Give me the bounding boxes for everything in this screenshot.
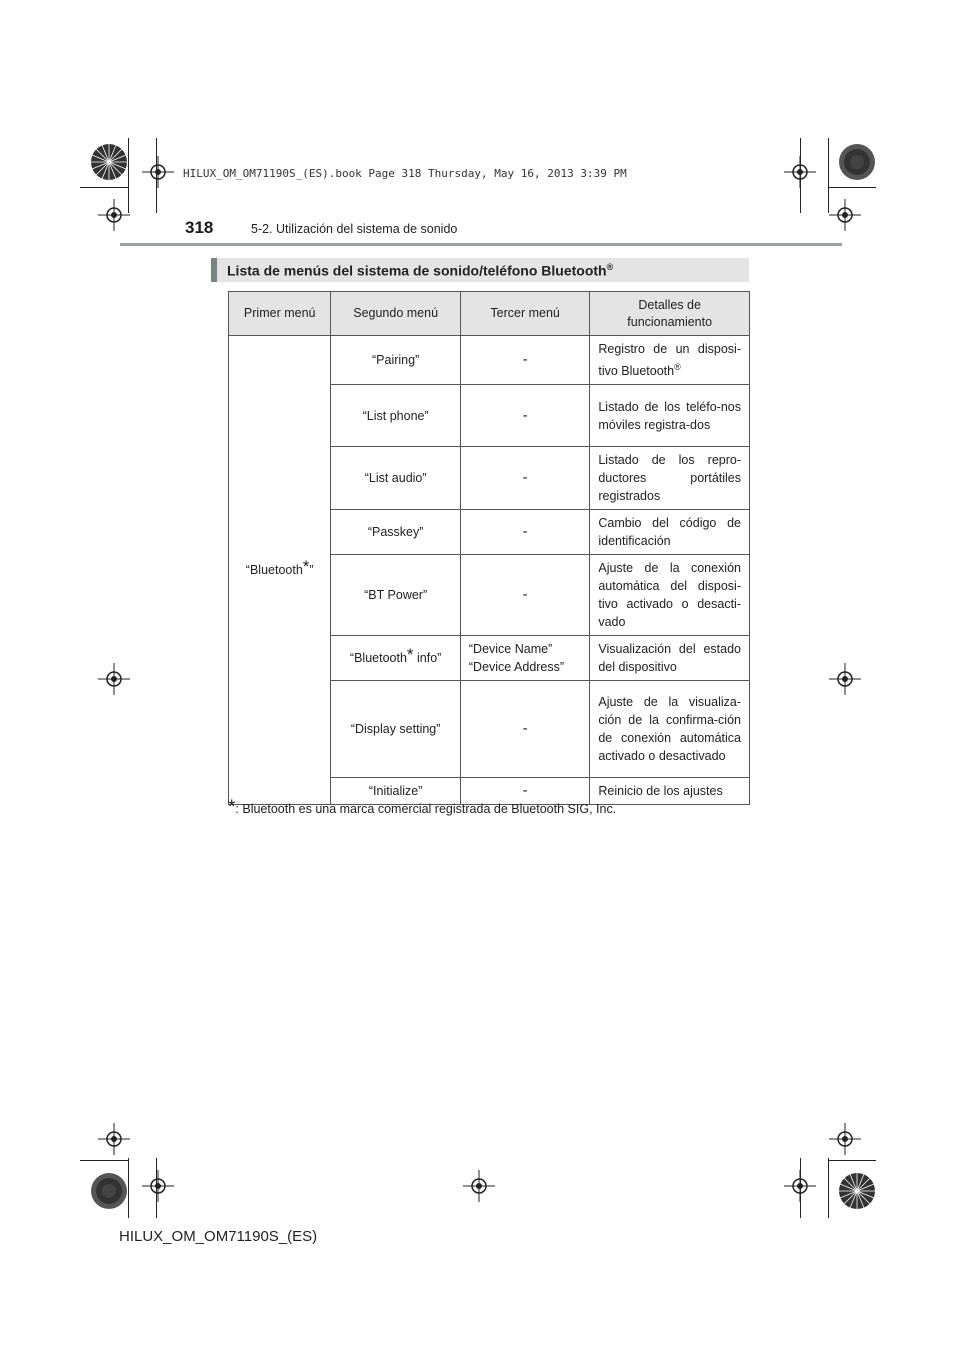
third-menu-cell — [460, 636, 589, 681]
third-menu-cell: - — [460, 681, 589, 778]
registered-mark: ® — [674, 362, 681, 372]
registration-crosshair-icon — [829, 199, 861, 231]
third-menu-cell: - — [460, 385, 589, 447]
registration-rosette-icon — [90, 143, 128, 181]
second-menu-cell: “List audio” — [331, 447, 460, 510]
registration-rosette-icon — [838, 1172, 876, 1210]
second-menu-cell: “Passkey” — [331, 510, 460, 555]
table-row — [229, 336, 750, 385]
registration-crosshair-icon — [98, 1123, 130, 1155]
heading-text: Lista de menús del sistema de sonido/teléfono Bluetooth — [227, 262, 607, 279]
print-stamp: HILUX_OM_OM71190S_(ES).book Page 318 Thursday, May 16, 2013 3:39 PM — [183, 167, 627, 180]
registered-mark: ® — [606, 262, 614, 272]
detail-cell — [590, 336, 750, 385]
detail-cell: Ajuste de la visualiza-ción de la confirma-ción de conexión automática activado o desactivado — [590, 681, 750, 778]
second-menu-cell: “Pairing” — [331, 336, 460, 385]
registration-crosshair-icon — [142, 156, 174, 188]
first-menu-cell — [229, 336, 331, 805]
third-menu-cell: - — [460, 447, 589, 510]
column-header: Tercer menú — [460, 292, 589, 336]
asterisk-mark: * — [302, 557, 310, 577]
column-header: Segundo menú — [331, 292, 460, 336]
column-header: Detalles de funcionamiento — [590, 292, 750, 336]
second-menu-cell — [331, 636, 460, 681]
page-number: 318 — [185, 218, 214, 237]
heading-bar — [211, 258, 749, 282]
detail-cell: Visualización del estado del dispositivo — [590, 636, 750, 681]
third-menu-line: “Device Address” — [468, 660, 565, 675]
detail-cell: Cambio del código de identificación — [590, 510, 750, 555]
registration-crosshair-icon — [784, 156, 816, 188]
detail-cell: Listado de los repro-ductores portátiles registrados — [590, 447, 750, 510]
detail-cell: Listado de los teléfo-nos móviles registra-dos — [590, 385, 750, 447]
second-menu-cell: “Display setting” — [331, 681, 460, 778]
registration-crosshair-icon — [784, 1170, 816, 1202]
section-title: 5-2. Utilización del sistema de sonido — [251, 222, 458, 236]
registration-crosshair-icon — [98, 663, 130, 695]
asterisk-mark: * — [228, 797, 236, 818]
third-menu-cell: - — [460, 778, 589, 805]
detail-cell: Reinicio de los ajustes — [590, 778, 750, 805]
footnote-text: : Bluetooth es una marca comercial registrada de Bluetooth SIG, Inc. — [235, 802, 617, 816]
asterisk-mark: * — [406, 645, 414, 665]
registration-crosshair-icon — [98, 199, 130, 231]
registration-rosette-icon — [838, 143, 876, 181]
first-menu-quote: ” — [309, 563, 314, 578]
detail-text: Registro de un disposi-tivo Bluetooth — [598, 342, 741, 379]
detail-cell: Ajuste de la conexión automática del disposi-tivo activado o desacti-vado — [590, 555, 750, 636]
second-menu-cell: “Initialize” — [331, 778, 460, 805]
table-header-row — [229, 292, 750, 336]
first-menu-label: “Bluetooth — [245, 563, 303, 578]
third-menu-cell: - — [460, 555, 589, 636]
heading-title — [227, 262, 613, 279]
second-menu-label-end: info” — [413, 651, 442, 666]
registration-crosshair-icon — [142, 1170, 174, 1202]
registration-crosshair-icon — [829, 1123, 861, 1155]
second-menu-label: “Bluetooth — [349, 651, 407, 666]
menu-table — [228, 291, 750, 805]
header-rule — [120, 243, 842, 246]
third-menu-cell: - — [460, 336, 589, 385]
document-id: HILUX_OM_OM71190S_(ES) — [119, 1228, 318, 1245]
registration-crosshair-icon — [463, 1170, 495, 1202]
third-menu-line: “Device Name” — [468, 642, 553, 657]
footnote — [228, 797, 617, 818]
registration-rosette-icon — [90, 1172, 128, 1210]
second-menu-cell: “List phone” — [331, 385, 460, 447]
second-menu-cell: “BT Power” — [331, 555, 460, 636]
third-menu-cell: - — [460, 510, 589, 555]
registration-crosshair-icon — [829, 663, 861, 695]
column-header: Primer menú — [229, 292, 331, 336]
